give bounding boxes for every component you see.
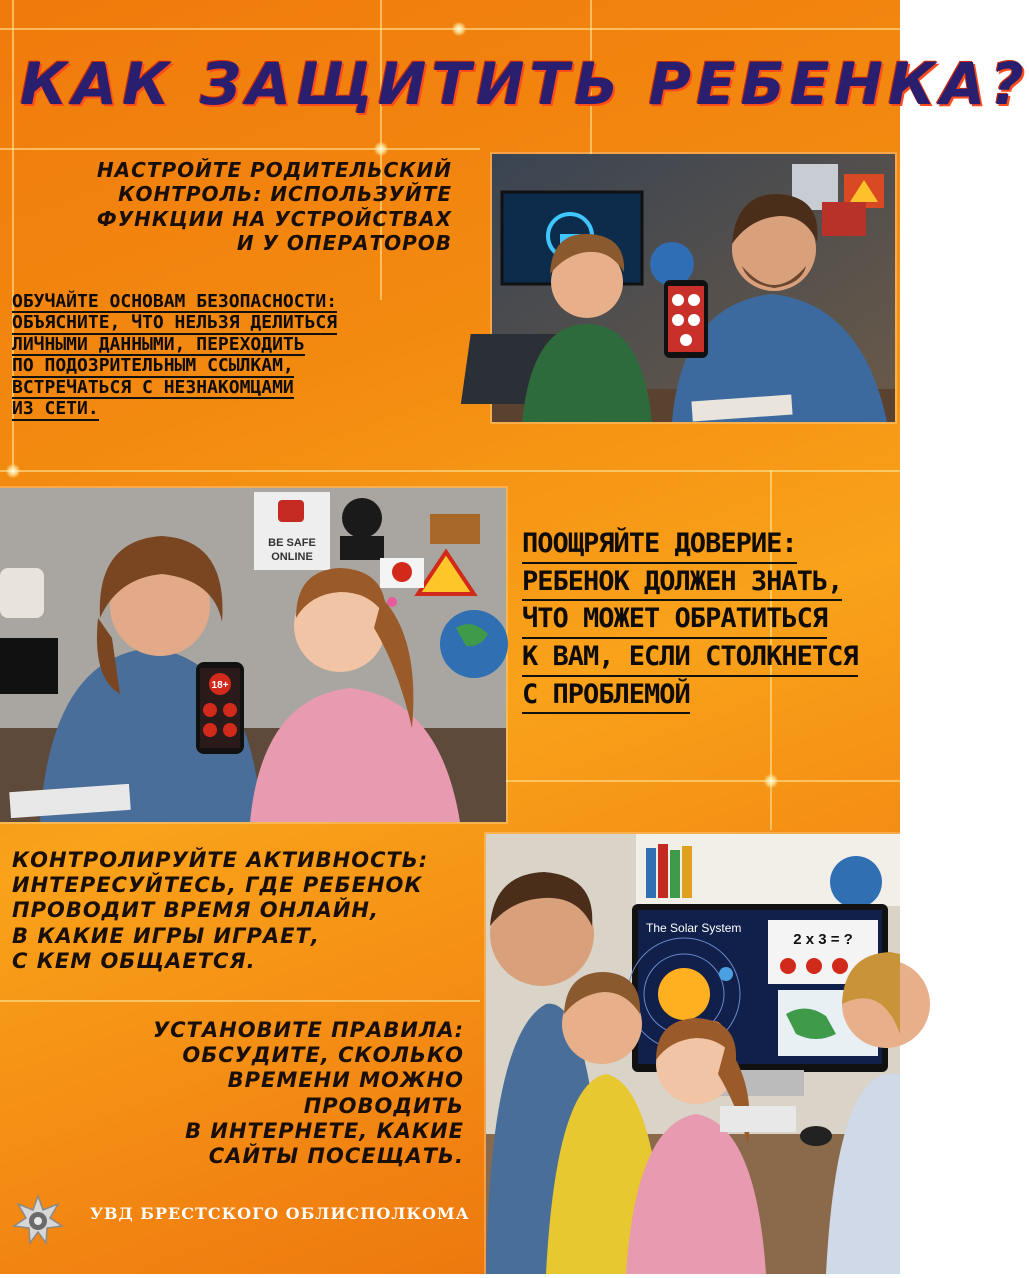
tip-line: ИЗ СЕТИ.	[12, 398, 99, 420]
org-name: УВД БРЕСТСКОГО ОБЛИСПОЛКОМА	[90, 1204, 470, 1223]
tip-line: С КЕМ ОБЩАЕТСЯ.	[12, 948, 256, 973]
phone-badge-text: 18+	[211, 680, 229, 691]
light-flare	[374, 142, 388, 156]
light-flare	[452, 22, 466, 36]
light-flare	[6, 464, 20, 478]
tip-line: С ПРОБЛЕМОЙ	[522, 677, 690, 715]
grid-line	[500, 780, 900, 782]
tip-trust	[522, 526, 900, 714]
photo-mother-daughter	[0, 488, 506, 822]
tip-line: ОБУЧАЙТЕ ОСНОВАМ БЕЗОПАСНОСТИ:	[12, 291, 338, 312]
tip-line: РЕБЕНОК ДОЛЖЕН ЗНАТЬ,	[522, 564, 842, 602]
photo-father-son-illustration	[492, 154, 895, 422]
tip-line: ОБЪЯСНИТЕ, ЧТО НЕЛЬЗЯ ДЕЛИТЬСЯ	[12, 312, 338, 334]
tip-line: ПО ПОДОЗРИТЕЛЬНЫМ ССЫЛКАМ,	[12, 355, 294, 377]
tip-safety-basics	[12, 292, 472, 421]
police-emblem-icon	[12, 1194, 64, 1246]
tip-line: НАСТРОЙТЕ РОДИТЕЛЬСКИЙ	[96, 158, 452, 182]
tip-line: В КАКИЕ ИГРЫ ИГРАЕТ,	[12, 923, 320, 948]
photo-father-son	[492, 154, 895, 422]
tip-line: КОНТРОЛИРУЙТЕ АКТИВНОСТЬ:	[12, 848, 429, 872]
tip-line: В ИНТЕРНЕТЕ, КАКИЕ	[185, 1118, 464, 1143]
tip-line: ВСТРЕЧАТЬСЯ С НЕЗНАКОМЦАМИ	[12, 376, 294, 398]
photo-family-computer-illustration	[486, 834, 900, 1274]
grid-line	[0, 148, 480, 150]
tip-line: ПРОВОДИТЬ	[303, 1093, 464, 1118]
tip-line: ПООЩРЯЙТЕ ДОВЕРИЕ:	[522, 526, 797, 564]
tip-line: УСТАНОВИТЕ ПРАВИЛА:	[152, 1018, 464, 1042]
tip-line: ЧТО МОЖЕТ ОБРАТИТЬСЯ	[522, 601, 827, 639]
tip-line: К ВАМ, ЕСЛИ СТОЛКНЕТСЯ	[522, 639, 858, 677]
photo-family-computer	[486, 834, 900, 1274]
tip-line: ФУНКЦИИ НА УСТРОЙСТВАХ	[96, 206, 452, 231]
screen-title: The Solar System	[646, 921, 742, 935]
tip-line: ОБСУДИТЕ, СКОЛЬКО	[182, 1043, 464, 1068]
grid-line	[0, 1000, 480, 1002]
tip-activity	[12, 848, 488, 974]
tip-line: КОНТРОЛЬ: ИСПОЛЬЗУЙТЕ	[118, 182, 452, 207]
light-flare	[764, 774, 778, 788]
tip-line: ИНТЕРЕСУЙТЕСЬ, ГДЕ РЕБЕНОК	[12, 873, 423, 898]
tip-line: ЛИЧНЫМИ ДАННЫМИ, ПЕРЕХОДИТЬ	[12, 333, 305, 355]
grid-line	[0, 470, 900, 472]
math-text: 2 x 3 = ?	[793, 931, 853, 948]
tip-line: ВРЕМЕНИ МОЖНО	[227, 1068, 464, 1093]
sign-text: ONLINE	[271, 551, 313, 563]
tip-rules	[60, 1018, 464, 1169]
tip-line: ПРОВОДИТ ВРЕМЯ ОНЛАЙН,	[12, 898, 379, 923]
tip-parental-control	[40, 158, 452, 256]
tip-line: САЙТЫ ПОСЕЩАТЬ.	[208, 1143, 464, 1168]
poster-title: КАК ЗАЩИТИТЬ РЕБЕНКА?	[20, 50, 1029, 118]
grid-line	[0, 28, 900, 30]
photo-mother-daughter-illustration	[0, 488, 506, 822]
tip-line: И У ОПЕРАТОРОВ	[236, 231, 452, 256]
sign-text: BE SAFE	[268, 537, 316, 549]
